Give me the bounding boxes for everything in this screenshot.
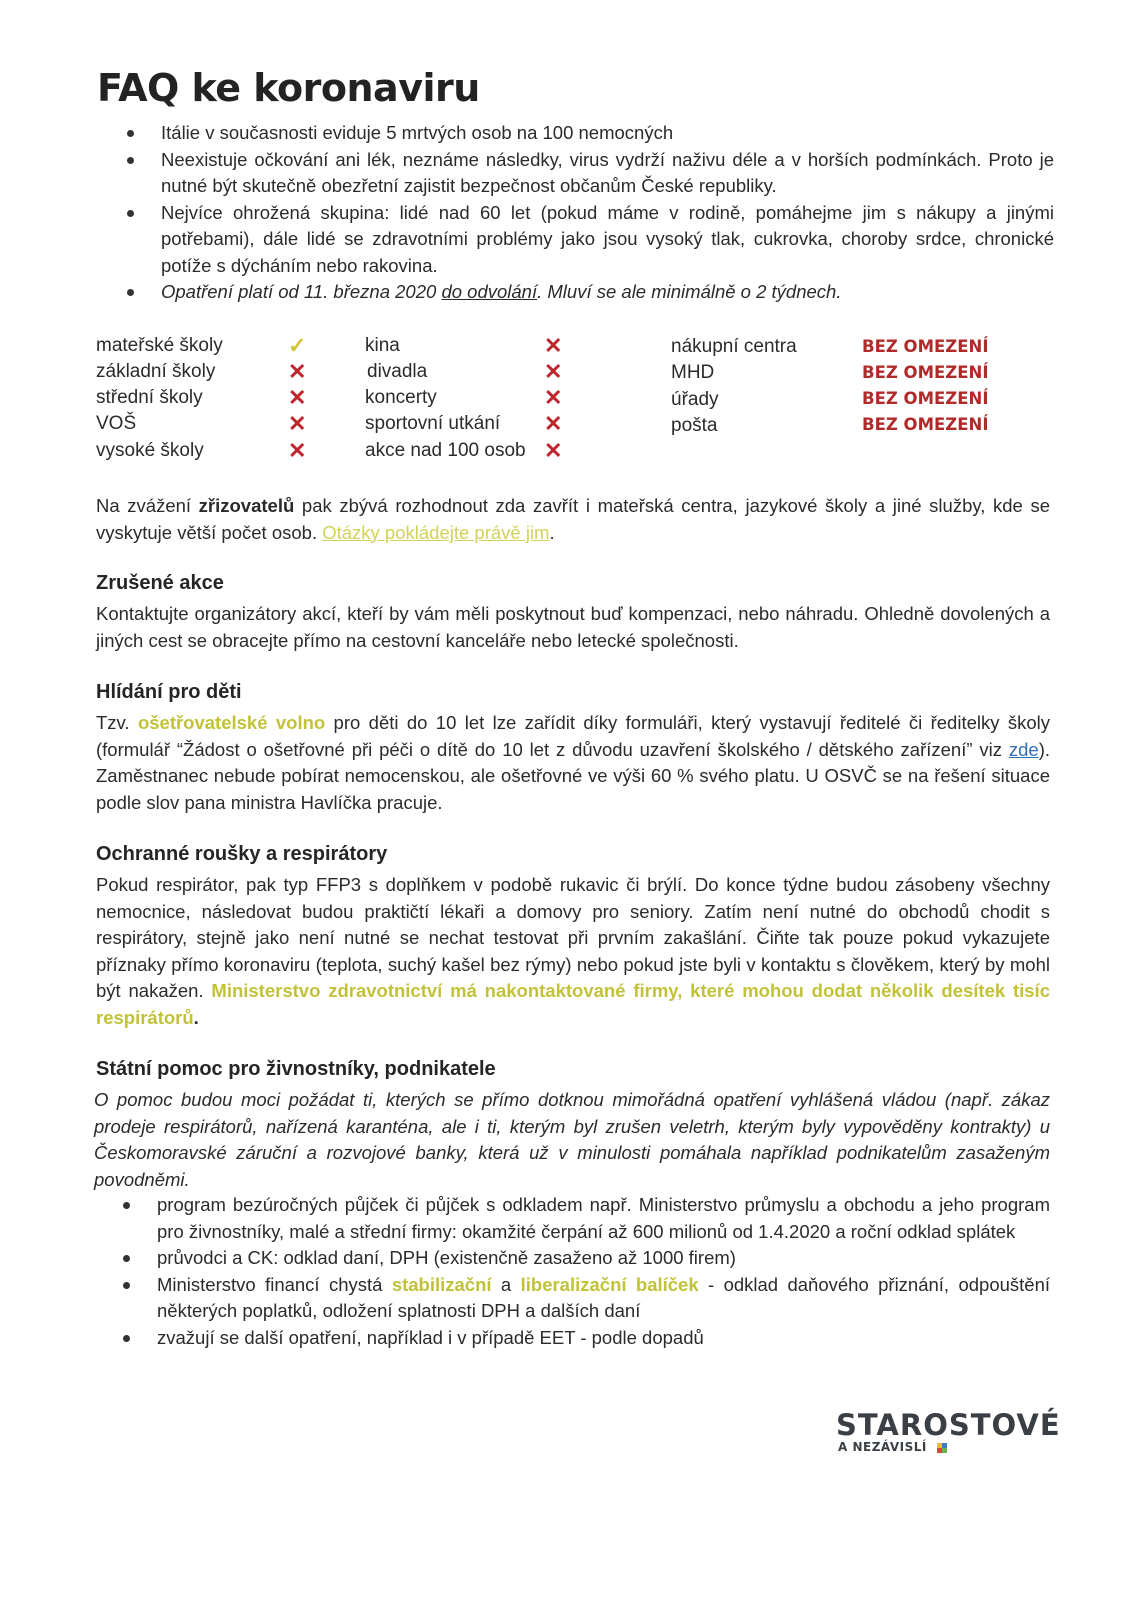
table-label: MHD [671, 362, 715, 383]
table-label: střední školy [96, 387, 203, 408]
list-item: Ministerstvo financí chystá stabilizační a liberalizační balíček - odklad daňového přiznání, odpouštění některých poplatků, odložení splatnosti DPH a dalších daní [157, 1272, 1050, 1325]
table-label: sportovní utkání [365, 413, 501, 434]
list-item: zvažují se další opatření, například i v případě EET - podle dopadů [157, 1325, 1050, 1352]
table-label: úřady [671, 389, 719, 410]
check-icon: ✓ [288, 333, 307, 358]
cross-icon: ✕ [288, 411, 307, 436]
table-label: mateřské školy [96, 335, 223, 356]
section-heading-state-aid: Státní pomoc pro živnostníky, podnikatele [96, 1058, 496, 1080]
cross-icon: ✕ [544, 385, 563, 410]
cancelled-events-paragraph: Kontaktujte organizátory akcí, kteří by vám měli poskytnout buď kompenzaci, nebo náhradu. Ohledně dovolených a jiných cest se obracejte přímo na cestovní kanceláře nebo letecké společnosti. [96, 603, 1050, 651]
section-heading-masks: Ochranné roušky a respirátory [96, 843, 388, 865]
bullet-icon [123, 1282, 130, 1289]
section-heading-childcare: Hlídání pro děti [96, 681, 242, 703]
list-item: Itálie v současnosti eviduje 5 mrtvých osob na 100 nemocných [161, 120, 1054, 147]
list-item: program bezúročných půjček či půjček s odkladem např. Ministerstvo průmyslu a obchodu a jeho program pro živnostníky, malé a střední firmy: okamžité čerpání až 600 milionů od 1.4.2020 a roční odklad splátek [157, 1192, 1050, 1245]
form-link[interactable]: zde [1008, 738, 1039, 760]
table-label: kina [365, 335, 400, 356]
table-label: vysoké školy [96, 440, 204, 461]
list-item: Opatření platí od 11. března 2020 do odvolání. Mluví se ale minimálně o 2 týdnech. [161, 279, 1054, 306]
cross-icon: ✕ [544, 411, 563, 436]
table-label: VOŠ [96, 413, 137, 434]
bullet-icon [123, 1255, 130, 1262]
list-item: Nejvíce ohrožená skupina: lidé nad 60 let (pokud máme v rodině, pomáhejme jim s nákupy a jinými potřebami), dále lidé se zdravotními problémy jako jsou vysoký tlak, cukrovka, choroby srdce, chronické potíže s dýcháním nebo rakovina. [161, 200, 1054, 280]
cross-icon: ✕ [288, 438, 307, 463]
bullet-icon [127, 130, 134, 137]
cross-icon: ✕ [288, 385, 307, 410]
status-badge: BEZ OMEZENÍ [862, 415, 989, 434]
list-item: průvodci a CK: odklad daní, DPH (existenčně zasaženo až 1000 firem) [157, 1245, 1050, 1272]
page-title: FAQ ke koronaviru [97, 66, 480, 110]
table-label: akce nad 100 osob [365, 440, 526, 461]
state-aid-bullet-list [157, 1192, 1050, 1351]
ask-them-link[interactable]: Otázky pokládejte právě jim [322, 521, 550, 543]
table-label: koncerty [365, 387, 437, 408]
table-label: základní školy [96, 361, 216, 382]
bullet-icon [123, 1335, 130, 1342]
status-badge: BEZ OMEZENÍ [862, 337, 989, 356]
bullet-icon [127, 157, 134, 164]
bullet-icon [123, 1202, 130, 1209]
logo-squares-icon [936, 1443, 947, 1453]
bullet-icon [127, 210, 134, 217]
childcare-paragraph: Tzv. ošetřovatelské volno pro děti do 10 let lze zařídit díky formuláři, který vystavují ředitelé či ředitelky školy (formulář “Žádost o ošetřovné při péči o dítě do 10 let z důvodu uzavření školského / dětského zařízení” viz zde). Zaměstnanec nebude pobírat nemocenskou, ale ošetřovné ve výši 60 % svého platu. U OSVČ se na řešení situace podle slov pana ministra Havlíčka pracuje. [96, 712, 1050, 813]
list-item: Neexistuje očkování ani lék, neznáme následky, virus vydrží naživu déle a v horších podmínkách. Proto je nutné být skutečně obezřetní zajistit bezpečnost občanům České republiky. [161, 147, 1054, 200]
table-label: pošta [671, 415, 718, 436]
status-badge: BEZ OMEZENÍ [862, 363, 989, 382]
cross-icon: ✕ [288, 359, 307, 384]
cross-icon: ✕ [544, 438, 563, 463]
status-badge: BEZ OMEZENÍ [862, 389, 989, 408]
table-label: nákupní centra [671, 336, 797, 357]
section-heading-cancelled-events: Zrušené akce [96, 572, 224, 594]
cross-icon: ✕ [544, 333, 563, 358]
intro-bullet-list [161, 120, 1054, 306]
cross-icon: ✕ [544, 359, 563, 384]
state-aid-intro: O pomoc budou moci požádat ti, kterých se přímo dotknou mimořádná opatření vyhlášená vládou (např. zákaz prodeje respirátorů, nařízená karanténa, ale i ti, kterým byl zrušen veletrh, kterým byly vypověděny kontrakty) u Českomoravské záruční a rozvojové banky, která už v minulosti pomáhala například podnikatelům zasaženým povodněmi. [94, 1089, 1050, 1190]
until-revoked-link[interactable]: do odvolání [441, 281, 538, 302]
table-label: divadla [367, 361, 428, 382]
starostove-logo: STAROSTOVÉ A NEZÁVISLÍ [836, 1408, 1061, 1454]
bullet-icon [127, 289, 134, 296]
masks-paragraph: Pokud respirátor, pak typ FFP3 s doplňkem v podobě rukavic či brýlí. Do konce týdne budou zásobeny všechny nemocnice, následovat budou praktičtí lékaři a domovy pro seniory. Zatím není nutné do obchodů chodit s respirátory, stejně jako není nutné se nechat testovat při prvním zakašlání. Čiňte tak pouze pokud vykazujete příznaky přímo koronaviru (teplota, suchý kašel bez rýmy) nebo pokud jste byli v kontaktu s člověkem, který by mohl být nakažen. Ministerstvo zdravotnictví má nakontaktované firmy, které mohou dodat několik desítek tisíc respirátorů. [96, 874, 1050, 1028]
founders-paragraph: Na zvážení zřizovatelů pak zbývá rozhodnout zda zavřít i mateřská centra, jazykové školy a jiné služby, kde se vyskytuje větší počet osob. Otázky pokládejte právě jim. [96, 495, 1050, 543]
